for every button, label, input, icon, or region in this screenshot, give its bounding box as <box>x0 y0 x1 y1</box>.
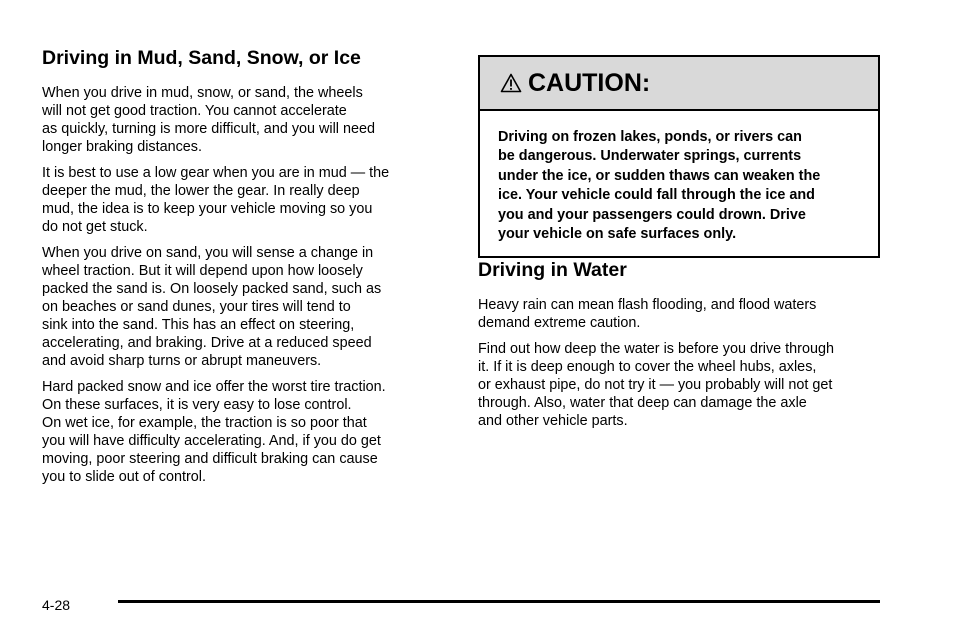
driving-in-water-paragraph <box>478 296 880 332</box>
caution-line: Driving on frozen lakes, ponds, or rivers can <box>498 129 802 145</box>
mud-sand-snow-line: as quickly, turning is more difficult, and you will need <box>42 121 376 137</box>
mud-sand-snow-line: you will have difficulty accelerating. And, if you do get <box>42 433 381 449</box>
mud-sand-snow-paragraph <box>42 378 442 486</box>
right-column <box>478 55 880 438</box>
caution-line: your vehicle on safe surfaces only. <box>498 226 737 243</box>
mud-sand-snow-line: deeper the mud, the lower the gear. In really deep <box>42 183 360 199</box>
mud-sand-snow-line: longer braking distances. <box>42 139 202 155</box>
caution-box <box>478 55 880 258</box>
mud-sand-snow-line: Hard packed snow and ice offer the worst tire traction. <box>42 379 386 395</box>
caution-title: CAUTION: <box>528 68 651 97</box>
warning-triangle-icon <box>500 73 522 93</box>
driving-in-water-line: it. If it is deep enough to cover the wheel hubs, axles, <box>478 359 817 376</box>
mud-sand-snow-line: and avoid sharp turns or abrupt maneuvers. <box>42 353 322 369</box>
page-number: 4-28 <box>42 597 71 613</box>
mud-sand-snow-line: packed the sand is. On loosely packed sand, such as <box>42 281 382 297</box>
mud-sand-snow-line: When you drive in mud, snow, or sand, the wheels <box>42 85 363 101</box>
mud-sand-snow-paragraph <box>42 164 442 236</box>
driving-in-water-line: Heavy rain can mean flash flooding, and flood waters <box>478 297 817 314</box>
footer-rule <box>118 600 880 603</box>
driving-in-water-line: Find out how deep the water is before you drive through <box>478 341 834 358</box>
mud-sand-snow-line: you to slide out of control. <box>42 469 206 485</box>
driving-in-water-line: or exhaust pipe, do not try it — you probably will not get <box>478 377 833 394</box>
driving-in-water-body <box>478 296 880 430</box>
mud-sand-snow-line: sink into the sand. This has an effect on steering, <box>42 317 355 333</box>
driving-in-water-paragraph <box>478 340 880 430</box>
mud-sand-snow-line: On wet ice, for example, the traction is so poor that <box>42 415 367 431</box>
mud-sand-snow-line: moving, poor steering and difficult braking can cause <box>42 451 378 467</box>
driving-in-water-line: demand extreme caution. <box>478 315 641 332</box>
caution-line: ice. Your vehicle could fall through the ice and <box>498 187 815 204</box>
mud-sand-snow-paragraph <box>42 244 442 370</box>
mud-sand-snow-line: accelerating, and braking. Drive at a reduced speed <box>42 335 372 351</box>
caution-line: under the ice, or sudden thaws can weaken the <box>498 167 821 184</box>
mud-sand-snow-line: On these surfaces, it is very easy to lose control. <box>42 397 352 413</box>
mud-sand-snow-heading: Driving in Mud, Sand, Snow, or Ice <box>42 47 361 69</box>
mud-sand-snow-line: wheel traction. But it will depend upon how loosely <box>42 263 363 279</box>
caution-header <box>480 57 878 111</box>
mud-sand-snow-paragraph <box>42 84 442 156</box>
driving-in-water-heading: Driving in Water <box>478 259 627 282</box>
caution-line: you and your passengers could drown. Drive <box>498 206 806 223</box>
mud-sand-snow-line: When you drive on sand, you will sense a change in <box>42 245 374 261</box>
driving-in-water-line: through. Also, water that deep can damage the axle <box>478 395 807 412</box>
mud-sand-snow-line: will not get good traction. You cannot accelerate <box>42 103 347 119</box>
mud-sand-snow-line: mud, the idea is to keep your vehicle moving so you <box>42 201 373 217</box>
mud-sand-snow-line: do not get stuck. <box>42 219 148 235</box>
driving-in-water-line: and other vehicle parts. <box>478 413 628 430</box>
mud-sand-snow-body <box>42 84 442 486</box>
caution-text <box>480 111 878 256</box>
mud-sand-snow-line: It is best to use a low gear when you are in mud — the <box>42 165 390 181</box>
mud-sand-snow-line: on beaches or sand dunes, your tires will tend to <box>42 299 351 315</box>
left-column <box>42 46 442 494</box>
caution-line: be dangerous. Underwater springs, currents <box>498 148 802 165</box>
